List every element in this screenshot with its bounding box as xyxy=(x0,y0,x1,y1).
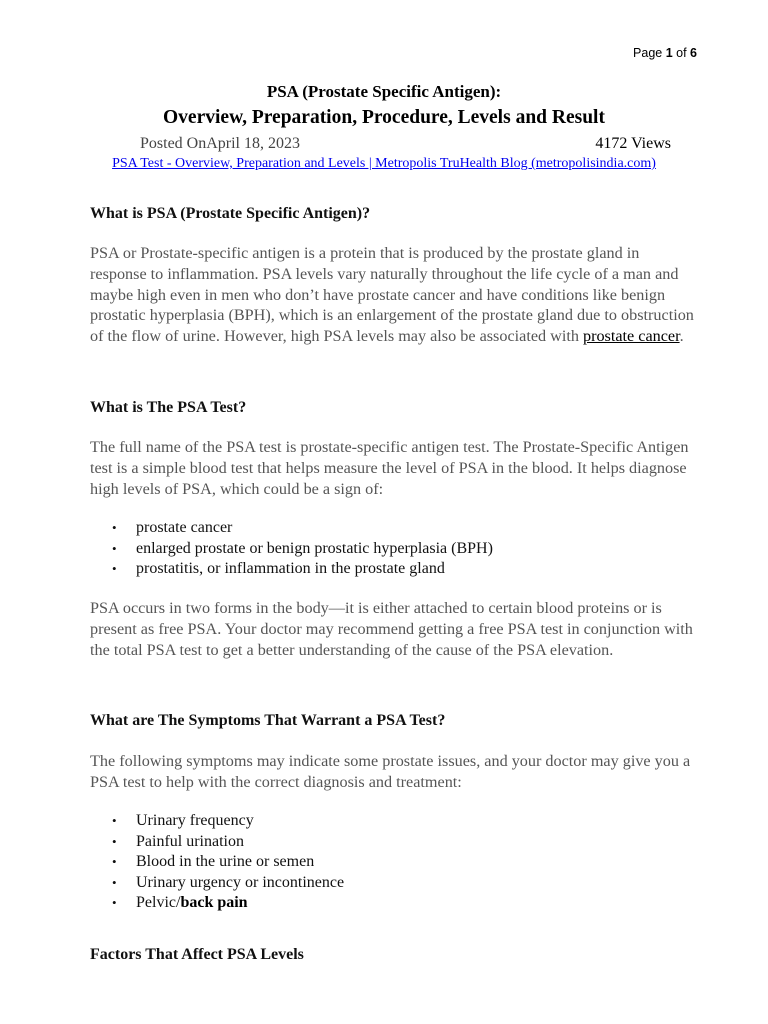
section-heading-symptoms: What are The Symptoms That Warrant a PSA Test? xyxy=(90,712,446,729)
page-of: of xyxy=(672,46,691,60)
paragraph-end: . xyxy=(679,327,684,346)
section-heading-psa-test: What is The PSA Test? xyxy=(90,399,247,416)
back-pain-link[interactable]: back pain xyxy=(180,894,248,912)
paragraph-psa-test: The full name of the PSA test is prostate-specific antigen test. The Prostate-Specific Antigen test is a simple blood test that helps measure the level of PSA in the blood. It helps diagnose high levels of PSA, which could be a sign of: xyxy=(90,438,689,498)
page-indicator xyxy=(633,46,697,60)
list-item: • Painful urination xyxy=(90,832,344,853)
list-item: • prostatitis, or inflammation in the prostate gland xyxy=(90,559,493,580)
section-heading-what-is-psa: What is PSA (Prostate Specific Antigen)? xyxy=(90,205,371,222)
list-item xyxy=(90,893,344,914)
section-heading-factors: Factors That Affect PSA Levels xyxy=(90,946,304,963)
bullet-list-signs xyxy=(90,518,493,580)
source-link[interactable]: PSA Test - Overview, Preparation and Levels | Metropolis TruHealth Blog (metropolisindia.com) xyxy=(112,156,656,171)
list-item: • Blood in the urine or semen xyxy=(90,852,344,873)
page-current: 1 xyxy=(665,46,673,60)
list-item: • Urinary urgency or incontinence xyxy=(90,873,344,894)
bullet-list-symptoms xyxy=(90,811,344,914)
view-count: 4172 Views xyxy=(595,135,671,152)
list-item: • prostate cancer xyxy=(90,518,493,539)
paragraph-psa-forms: PSA occurs in two forms in the body—it is either attached to certain blood proteins or is present as free PSA. Your doctor may recommend getting a free PSA test in conjunction with the total PSA test to get a better understanding of the cause of the PSA elevation. xyxy=(90,599,693,659)
title-line-1: PSA (Prostate Specific Antigen): xyxy=(266,82,502,101)
title-line-2: Overview, Preparation, Procedure, Levels and Result xyxy=(163,107,605,128)
paragraph-what-is-psa xyxy=(90,243,700,347)
list-item: • enlarged prostate or benign prostatic hyperplasia (BPH) xyxy=(90,539,493,560)
list-item-text: Pelvic/ xyxy=(136,894,181,912)
paragraph-symptoms: The following symptoms may indicate some prostate issues, and your doctor may give you a PSA test to help with the correct diagnosis and treatment: xyxy=(90,752,691,791)
prostate-cancer-link[interactable]: prostate cancer xyxy=(582,327,680,346)
page-total: 6 xyxy=(690,46,697,60)
page-prefix: Page xyxy=(633,46,666,60)
list-item: • Urinary frequency xyxy=(90,811,344,832)
posted-date: Posted OnApril 18, 2023 xyxy=(140,135,300,152)
paragraph-text: PSA or Prostate-specific antigen is a protein that is produced by the prostate gland in response to inflammation. PSA levels vary naturally throughout the life cycle of a man and maybe high even in men who don’t have prostate cancer and have conditions like benign prostatic hyperplasia (BPH), which is an enlargement of the prostate gland due to obstruction of the flow of urine. However, high PSA levels may also be associated with xyxy=(90,244,694,346)
